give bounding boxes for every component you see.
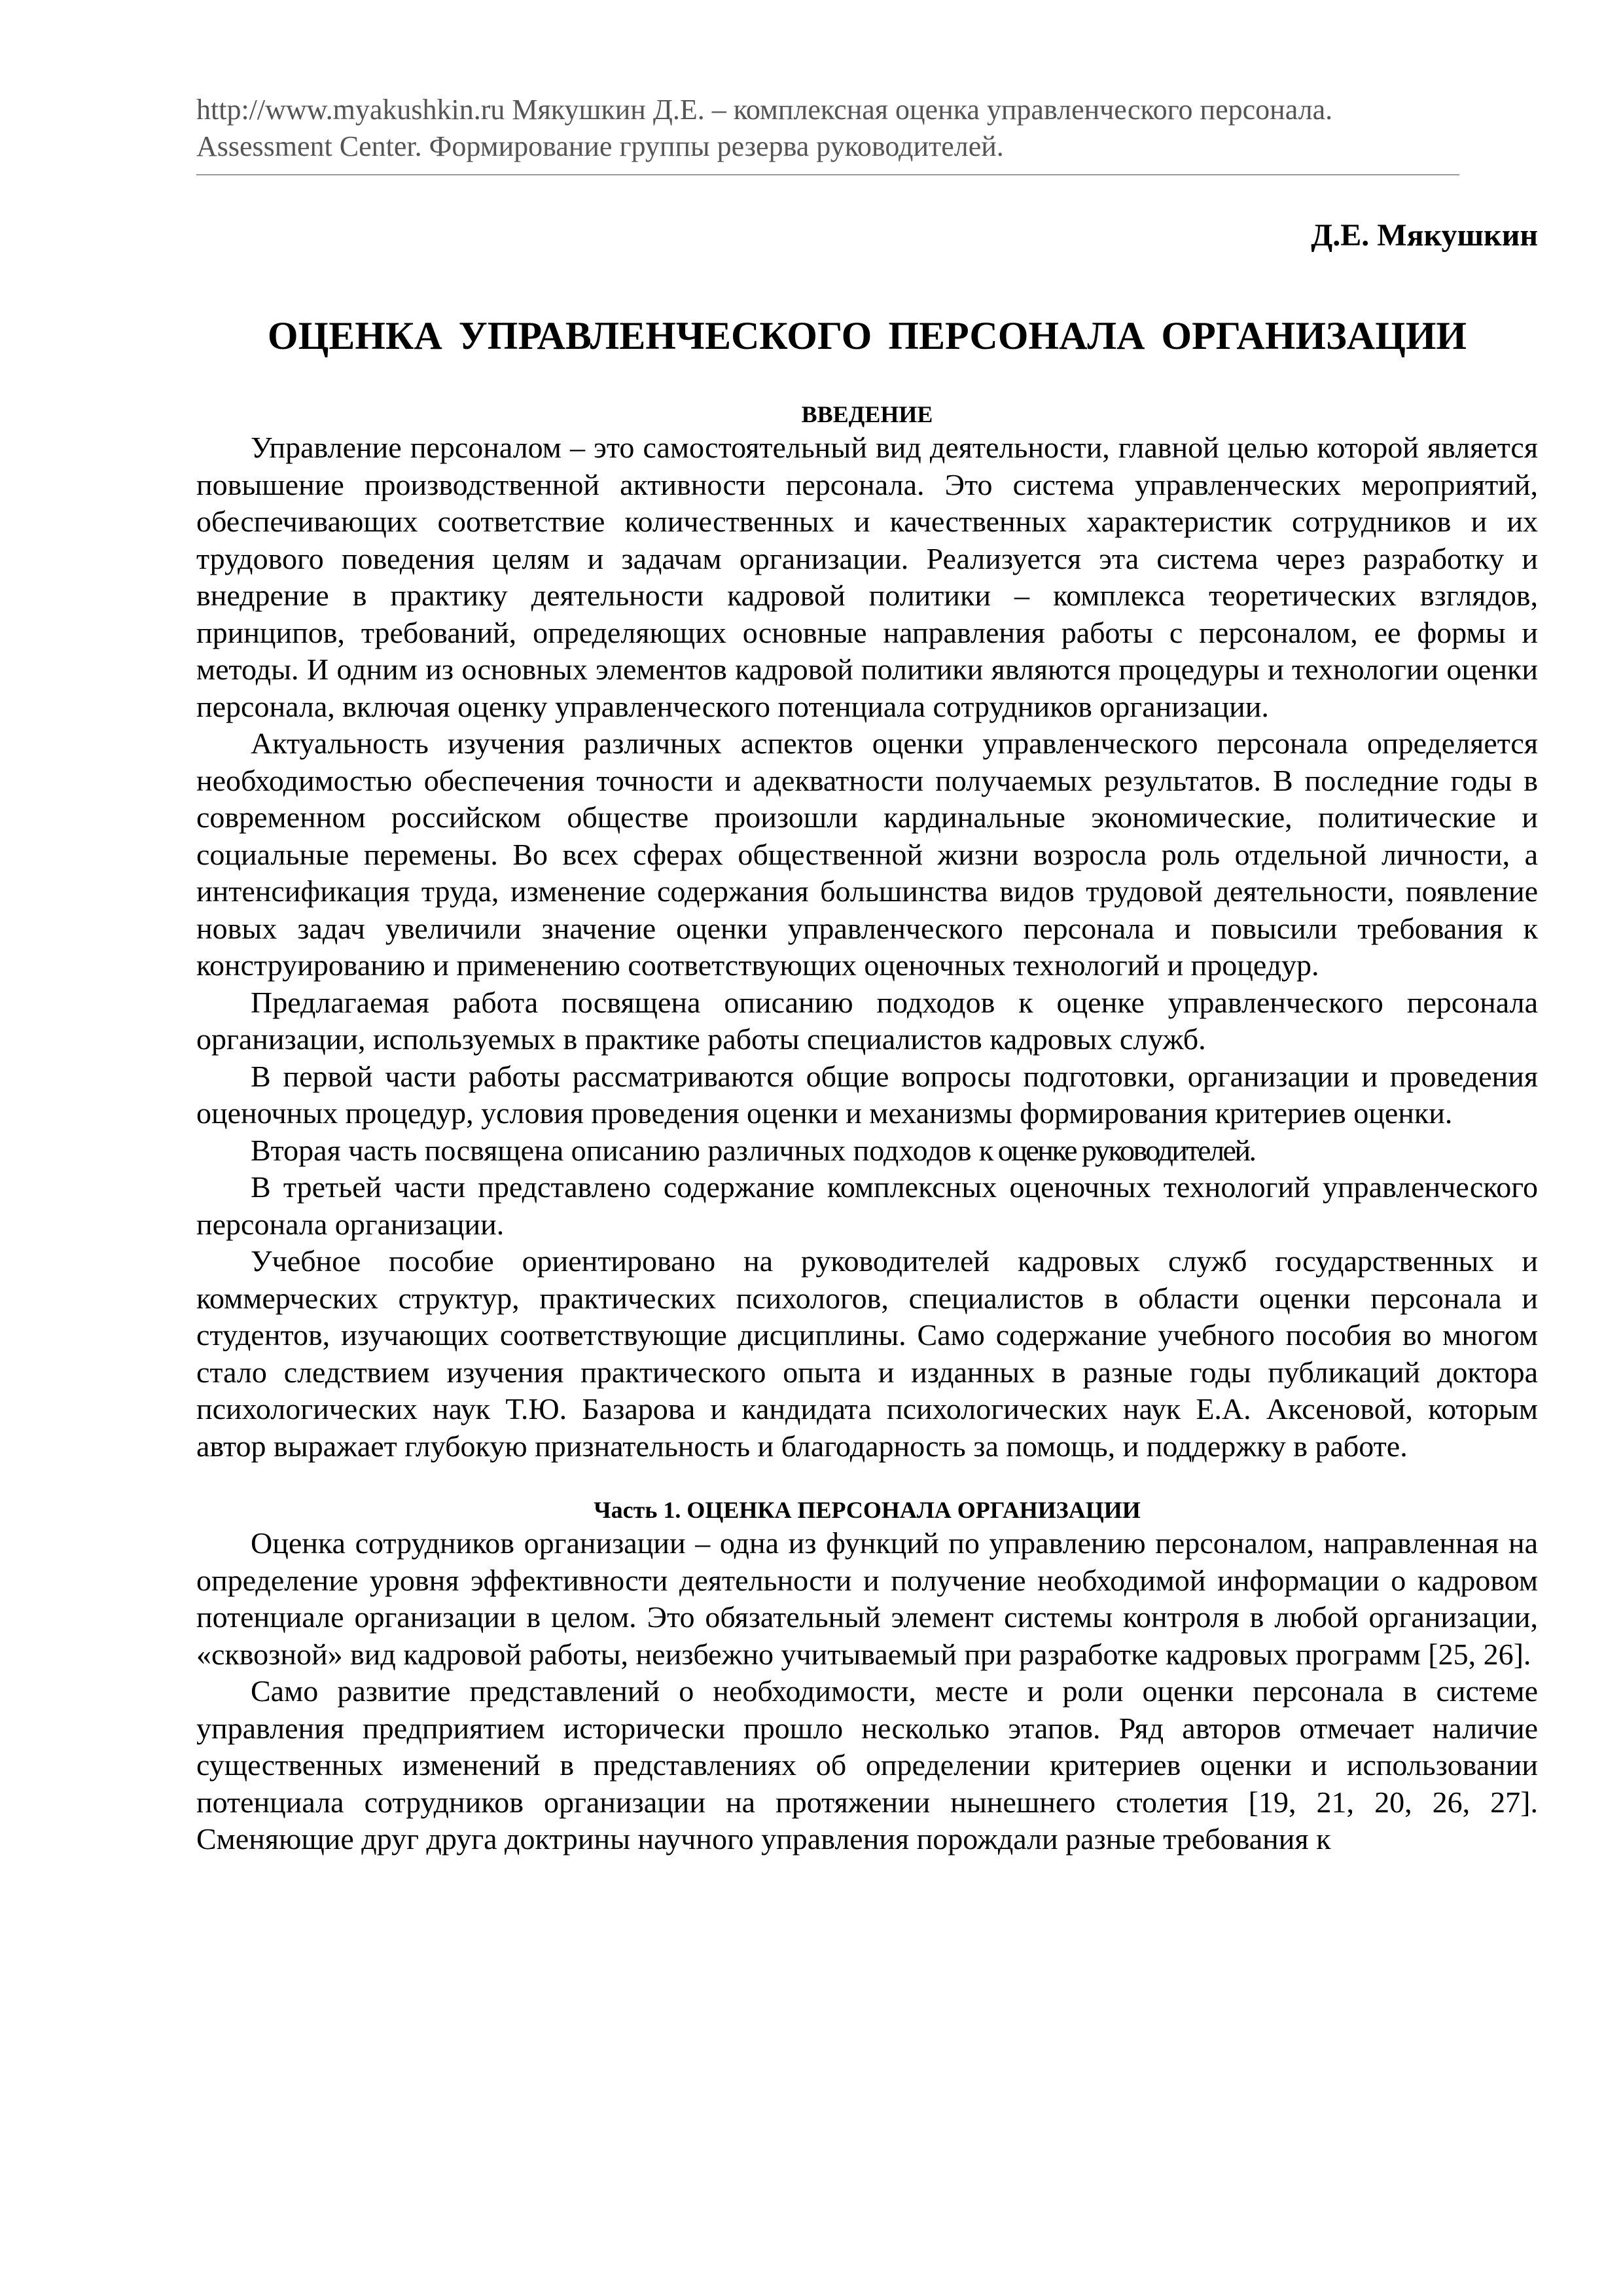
part1-heading: Часть 1. ОЦЕНКА ПЕРСОНАЛА ОРГАНИЗАЦИИ <box>594 1497 1141 1523</box>
intro-paragraph-2: Актуальность изучения различных аспектов оценки управленческого персонала определяется необходимостью обеспечения точности и адекватности получаемых результатов. В последние годы в современном российском обществе произошли кардинальные экономические, политические и социальные перемены. Во всех сферах общественной жизни возросла роль отдельной личности, а интенсификация труда, изменение содержания большинства видов трудовой деятельности, появление новых задач увеличили значение оценки управленческого персонала и повысили требования к конструированию и применению соответствующих оценочных технологий и процедур. <box>196 726 1538 982</box>
intro-paragraph-7: Учебное пособие ориентировано на руководителей кадровых служб государственных и коммерческих структур, практических психологов, специалистов в области оценки персонала и студентов, изучающих соответствующие дисциплины. Само содержание учебного пособия во многом стало следствием изучения практического опыта и изданных в разные годы публикаций доктора психологических наук Т.Ю. Базарова и кандидата психологических наук Е.А. Аксеновой, которым автор выражает глубокую признательность и благодарность за помощь, и поддержку в работе. <box>196 1244 1538 1463</box>
intro-paragraph-5-condensed: к оценке руководителей. <box>978 1133 1255 1167</box>
intro-paragraph-6: В третьей части представлено содержание комплексных оценочных технологий управленческого персонала организации. <box>196 1170 1538 1241</box>
header-line-1: http://www.myakushkin.ru Мякушкин Д.Е. – комплексная оценка управленческого персонала. <box>196 94 1333 126</box>
intro-paragraph-5 <box>196 1132 1538 1170</box>
body-text <box>196 399 1538 1858</box>
document-title: ОЦЕНКА УПРАВЛЕНЧЕСКОГО ПЕРСОНАЛА ОРГАНИЗАЦИИ <box>267 314 1467 357</box>
header-line-2: Assessment Center. Формирование группы резерва руководителей. <box>196 130 1004 162</box>
intro-paragraph-5-text: Вторая часть посвящена описанию различных подходов <box>251 1133 979 1167</box>
intro-heading: ВВЕДЕНИЕ <box>801 401 933 427</box>
running-header <box>196 92 1459 175</box>
part1-paragraph-1: Оценка сотрудников организации – одна из функций по управлению персоналом, направленная на определение уровня эффективности деятельности и получение необходимой информации о кадровом потенциале организации в целом. Это обязательный элемент системы контроля в любой организации, «сквозной» вид кадровой работы, неизбежно учитываемый при разработке кадровых программ [25, 26]. <box>196 1526 1538 1671</box>
intro-paragraph-1: Управление персоналом – это самостоятельный вид деятельности, главной целью которой является повышение производственной активности персонала. Это система управленческих мероприятий, обеспечивающих соответствие количественных и качественных характеристик сотрудников и их трудового поведения целям и задачам организации. Реализуется эта система через разработку и внедрение в практику деятельности кадровой политики – комплекса теоретических взглядов, принципов, требований, определяющих основные направления работы с персоналом, ее формы и методы. И одним из основных элементов кадровой политики являются процедуры и технологии оценки персонала, включая оценку управленческого потенциала сотрудников организации. <box>196 431 1538 723</box>
author-name: Д.Е. Мякушкин <box>1311 218 1538 253</box>
intro-paragraph-3: Предлагаемая работа посвящена описанию подходов к оценке управленческого персонала организации, используемых в практике работы специалистов кадровых служб. <box>196 985 1538 1056</box>
intro-paragraph-4: В первой части работы рассматриваются общие вопросы подготовки, организации и проведения оценочных процедур, условия проведения оценки и механизмы формирования критериев оценки. <box>196 1059 1538 1130</box>
part1-paragraph-2: Само развитие представлений о необходимости, месте и роли оценки персонала в системе управления предприятием исторически прошло несколько этапов. Ряд авторов отмечает наличие существенных изменений в представлениях об определении критериев оценки и использовании потенциала сотрудников организации на протяжении нынешнего столетия [19, 21, 20, 26, 27]. Сменяющие друг друга доктрины научного управления порождали разные требования к <box>196 1674 1538 1856</box>
